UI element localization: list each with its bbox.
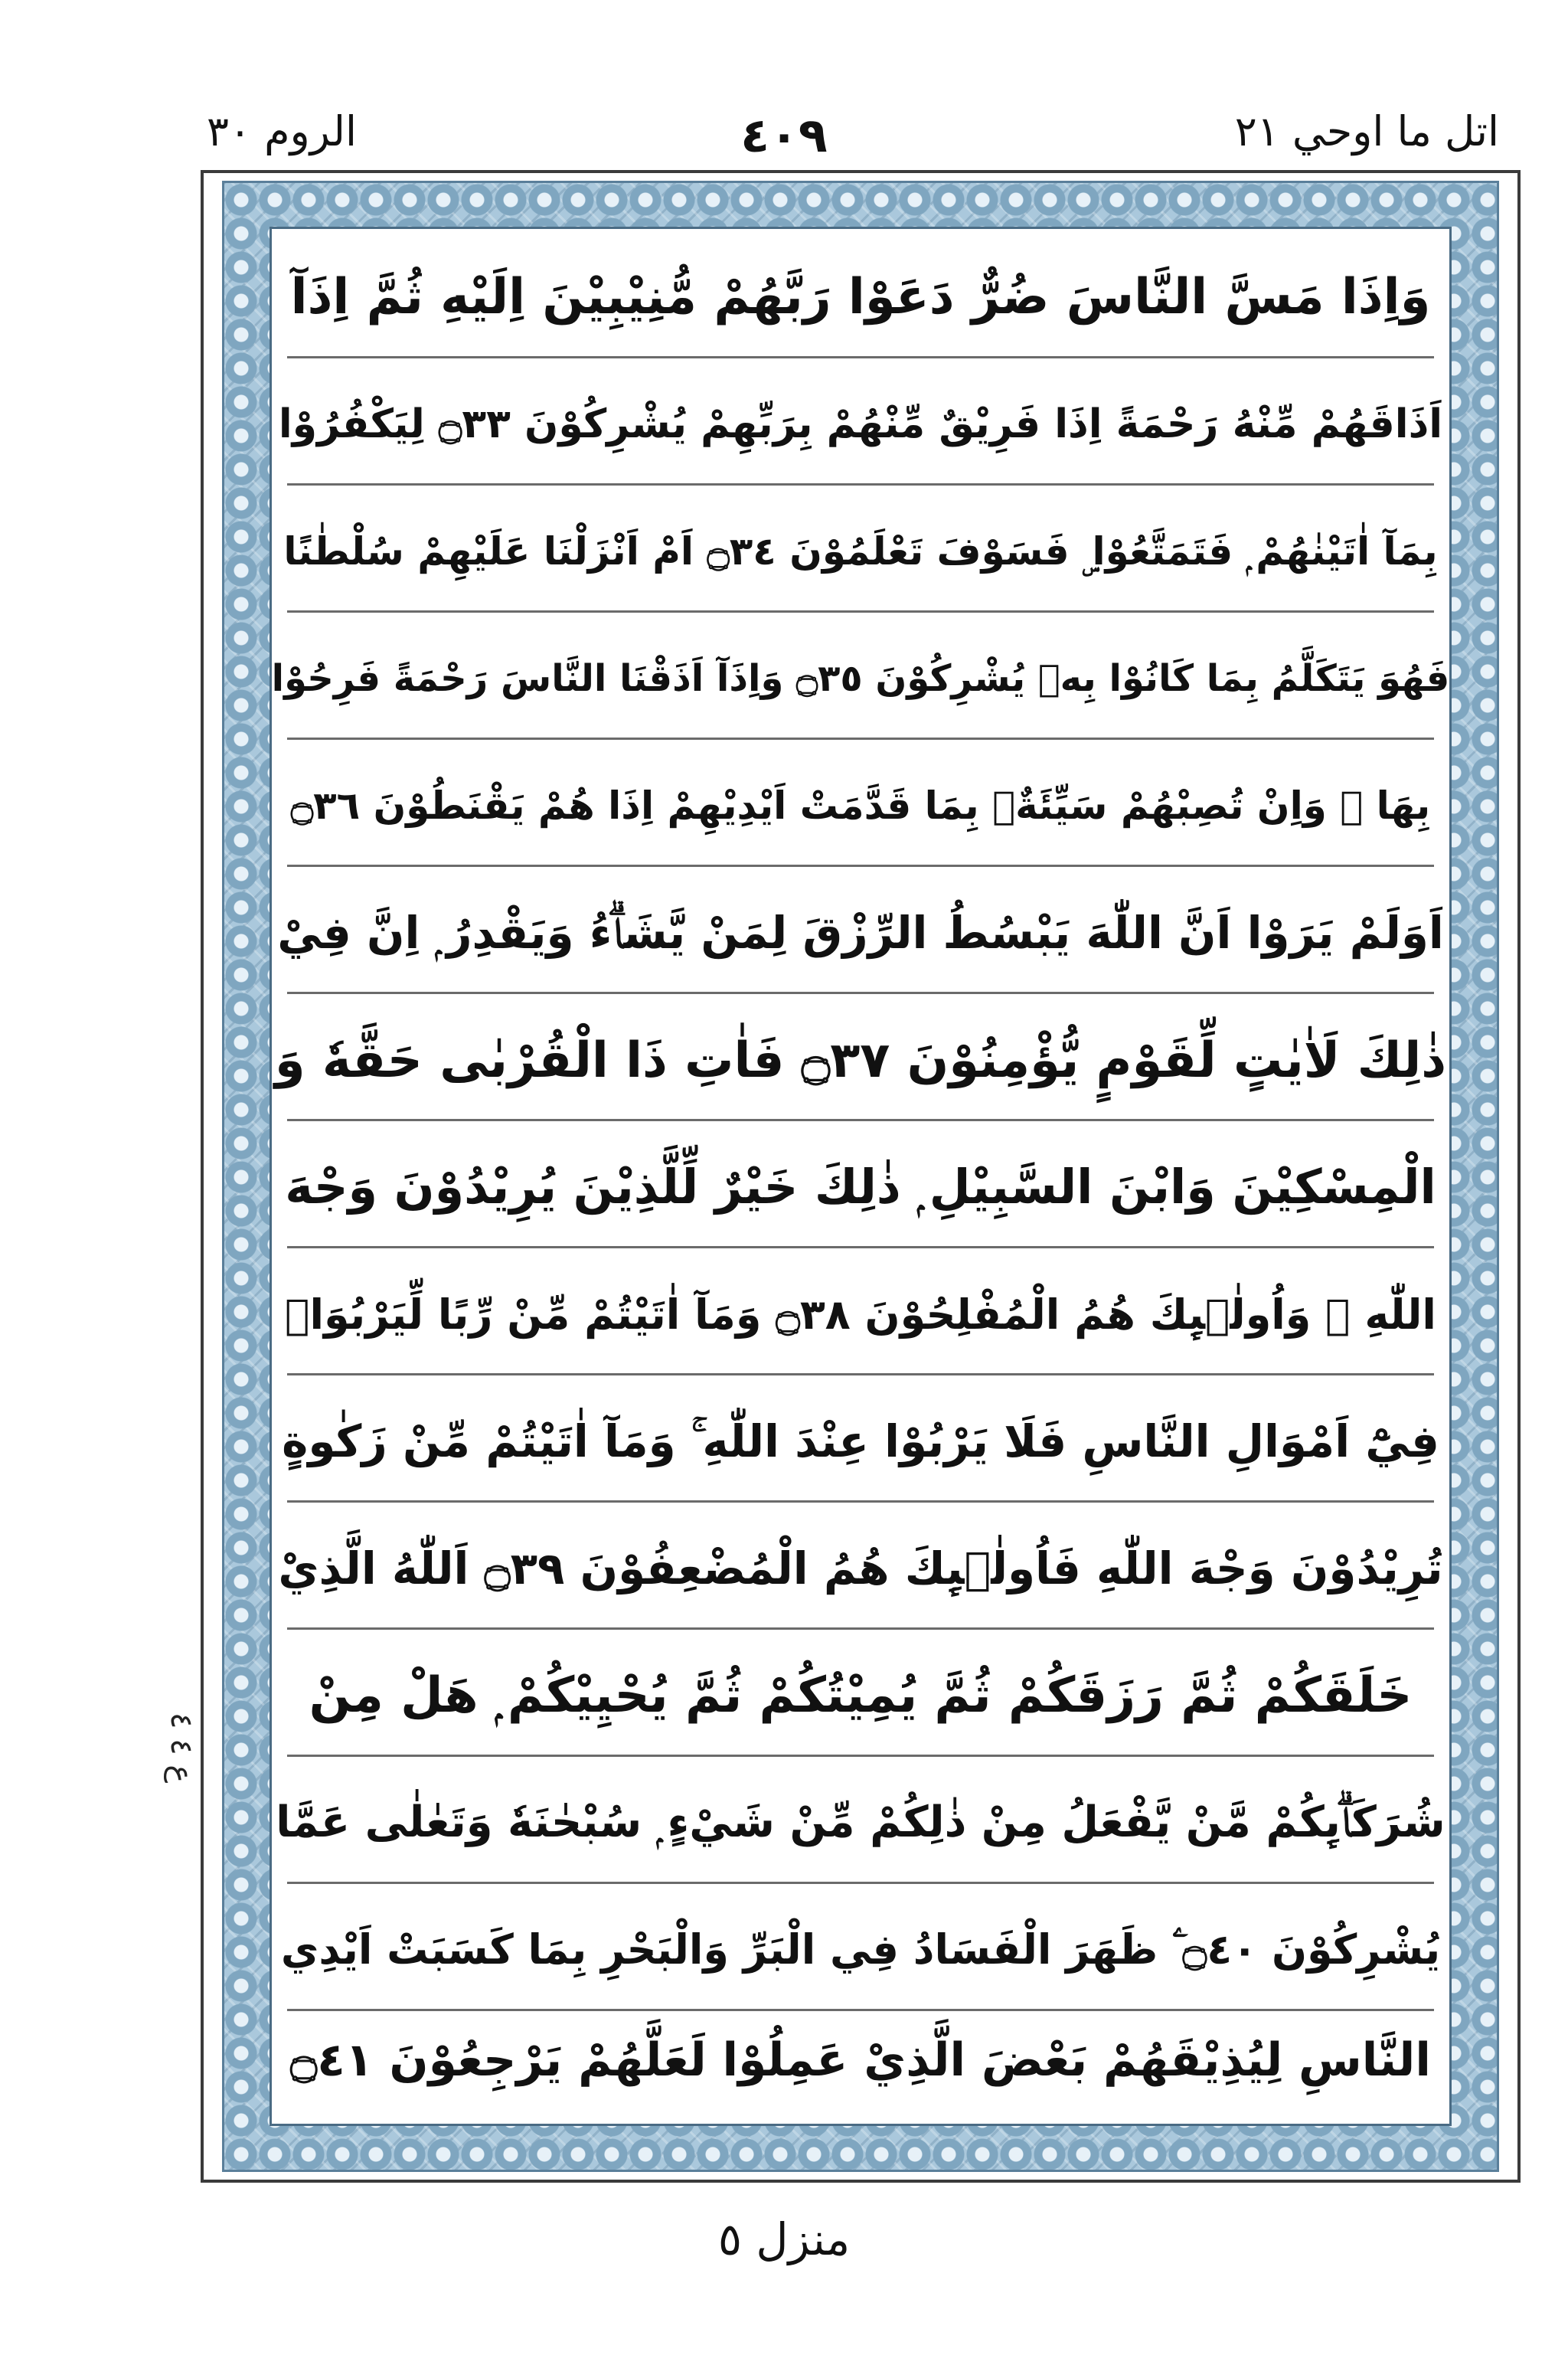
text-line-10: فِيْٓ اَمْوَالِ النَّاسِ فَلَا يَرْبُوْا عِنْدَ اللّٰهِ ۚ وَمَآ اٰتَيْتُمْ مِّنْ زَكٰوةٍ bbox=[282, 1415, 1439, 1467]
line-divider bbox=[287, 865, 1434, 867]
page-number: ٤٠٩ bbox=[740, 107, 828, 163]
text-line-13: شُرَكَاۗىِٕكُمْ مَّنْ يَّفْعَلُ مِنْ ذٰلِكُمْ مِّنْ شَيْءٍ ۭ سُبْحٰنَهٗ وَتَعٰلٰى عَمَّا bbox=[276, 1797, 1446, 1847]
quran-text-panel bbox=[270, 227, 1452, 2126]
line-divider bbox=[287, 992, 1434, 994]
line-divider bbox=[287, 610, 1434, 613]
line-divider bbox=[287, 738, 1434, 740]
line-divider bbox=[287, 1882, 1434, 1884]
text-line-3: بِمَآ اٰتَيْنٰهُمْ ۭ فَتَمَتَّعُوْا ۣ فَسَوْفَ تَعْلَمُوْنَ ۝٣٤ اَمْ اَنْزَلْنَا عَلَيْهِمْ سُلْطٰنًا bbox=[283, 528, 1438, 574]
text-line-9: اللّٰهِ ۡ وَاُولٰۗىِٕكَ هُمُ الْمُفْلِحُوْنَ ۝٣٨ وَمَآ اٰتَيْتُمْ مِّنْ رِّبًا لِّيَرْبُوَا۟ bbox=[285, 1290, 1436, 1339]
text-line-8: الْمِسْكِيْنَ وَابْنَ السَّبِيْلِ ۭ ذٰلِكَ خَيْرٌ لِّلَّذِيْنَ يُرِيْدُوْنَ وَجْهَ bbox=[285, 1159, 1436, 1215]
text-line-2: اَذَاقَهُمْ مِّنْهُ رَحْمَةً اِذَا فَرِيْقٌ مِّنْهُمْ بِرَبِّهِمْ يُشْرِكُوْنَ ۝٣٣ لِيَكْفُرُوْا bbox=[278, 401, 1443, 447]
manzil-footer: منزل ٥ bbox=[717, 2213, 851, 2265]
text-line-15: النَّاسِ لِيُذِيْقَهُمْ بَعْضَ الَّذِيْ عَمِلُوْا لَعَلَّهُمْ يَرْجِعُوْنَ ۝٤١ bbox=[290, 2033, 1431, 2087]
line-divider bbox=[287, 1500, 1434, 1503]
line-divider bbox=[287, 1373, 1434, 1375]
line-divider bbox=[287, 1755, 1434, 1757]
text-line-1: وَاِذَا مَسَّ النَّاسَ ضُرٌّ دَعَوْا رَبَّهُمْ مُّنِيْبِيْنَ اِلَيْهِ ثُمَّ اِذَآ bbox=[290, 269, 1431, 325]
text-line-14: يُشْرِكُوْنَ ۝٤٠ ۧ ظَهَرَ الْفَسَادُ فِي الْبَرِّ وَالْبَحْرِ بِمَا كَسَبَتْ اَيْدِي bbox=[280, 1925, 1441, 1974]
para-name: اتل ما اوحي ٢١ bbox=[1234, 107, 1499, 155]
line-divider bbox=[287, 1119, 1434, 1121]
text-line-4: فَهُوَ يَتَكَلَّمُ بِمَا كَانُوْا بِهٖ يُشْرِكُوْنَ ۝٣٥ وَاِذَآ اَذَقْنَا النَّاسَ رَحْمَةً فَرِحُوْا bbox=[272, 657, 1449, 700]
text-line-7: ذٰلِكَ لَاٰيٰتٍ لِّقَوْمٍ يُّؤْمِنُوْنَ ۝٣٧ فَاٰتِ ذَا الْقُرْبٰى حَقَّهٗ وَ bbox=[274, 1032, 1447, 1089]
text-line-11: تُرِيْدُوْنَ وَجْهَ اللّٰهِ فَاُولٰۗىِٕكَ هُمُ الْمُضْعِفُوْنَ ۝٣٩ اَللّٰهُ الَّذِيْ bbox=[278, 1542, 1443, 1595]
text-line-12: خَلَقَكُمْ ثُمَّ رَزَقَكُمْ ثُمَّ يُمِيْتُكُمْ ثُمَّ يُحْيِيْكُمْ ۭ هَلْ مِنْ bbox=[309, 1667, 1413, 1724]
line-divider bbox=[287, 356, 1434, 358]
line-divider bbox=[287, 1246, 1434, 1248]
text-line-5: بِهَا ۭ وَاِنْ تُصِبْهُمْ سَيِّئَةٌۢ بِمَا قَدَّمَتْ اَيْدِيْهِمْ اِذَا هُمْ يَقْنَطُوْنَ ۝٣٦ bbox=[290, 783, 1431, 828]
text-line-6: اَوَلَمْ يَرَوْا اَنَّ اللّٰهَ يَبْسُطُ الرِّزْقَ لِمَنْ يَّشَاۗءُ وَيَقْدِرُ ۭ اِنَّ فِيْ bbox=[277, 906, 1444, 959]
line-divider bbox=[287, 1627, 1434, 1630]
line-divider bbox=[287, 483, 1434, 486]
ruku-marker: ع ٤ ٤ bbox=[164, 1712, 199, 1784]
surah-name: الروم ٣٠ bbox=[207, 107, 357, 155]
